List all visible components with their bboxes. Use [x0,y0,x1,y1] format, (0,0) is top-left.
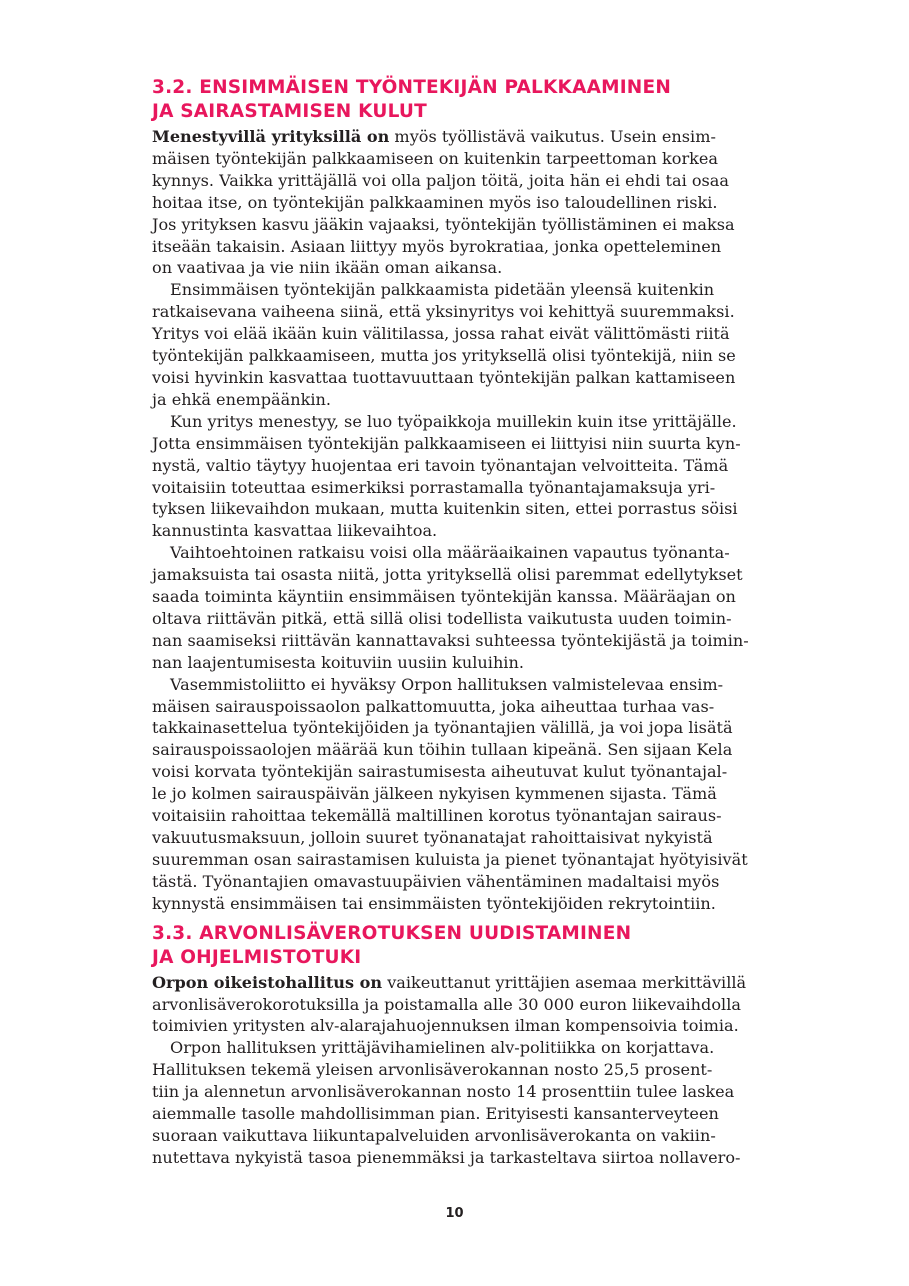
heading-line: JA SAIRASTAMISEN KULUT [152,101,427,122]
text-line: Vasemmistoliitto ei hyväksy Orpon hallituksen valmistelevaa ensim- [170,674,724,694]
lead-in-bold: Orpon oikeistohallitus on [152,972,383,992]
text-column [152,76,764,1169]
paragraph [152,972,764,1038]
text-line: Orpon hallituksen yrittäjävihamielinen alv-politiikka on korjattava. [170,1038,715,1058]
text-line: voisi korvata työntekijän sairastumisesta aiheutuvat kulut työnantajal- [152,762,728,782]
text-line: kynnystä ensimmäisen tai ensimmäisten työntekijöiden rekrytointiin. [152,893,716,913]
paragraph [152,126,764,279]
paragraph [152,674,764,915]
text-line: vakuutusmaksuun, jolloin suuret työnanatajat rahoittaisivat nykyistä [152,828,713,847]
section-heading [152,76,764,124]
text-line [152,126,764,148]
text-line: tyksen liikevaihdon mukaan, mutta kuitenkin siten, ettei porrastus söisi [152,499,738,519]
text-line: Ensimmäisen työntekijän palkkaamista pidetään yleensä kuitenkin [170,280,715,300]
text-line: takkainasettelua työntekijöiden ja työnantajien välillä, ja voi jopa lisätä [152,718,733,738]
text-line: sairauspoissaolojen määrää kun töihin tullaan kipeänä. Sen sijaan Kela [152,740,733,760]
text-line: työntekijän palkkaamiseen, mutta jos yrityksellä olisi työntekijä, niin se [152,346,736,366]
paragraph [152,411,764,542]
page-number: 10 [445,1206,464,1221]
text-line: nystä, valtio täytyy huojentaa eri tavoin työnantajan velvoitteita. Tämä [152,455,729,475]
text-line: aiemmalle tasolle mahdollisimman pian. Erityisesti kansanterveyteen [152,1104,719,1124]
text-line: nutettava nykyistä tasoa pienemmäksi ja tarkasteltava siirtoa nollavero- [152,1147,741,1167]
text-line: hoitaa itse, on työntekijän palkkaaminen myös iso taloudellinen riski. [152,192,718,212]
text-line: ja ehkä enempäänkin. [152,389,331,409]
heading-line: JA OHJELMISTOTUKI [152,946,362,968]
text-line: Jos yrityksen kasvu jääkin vajaaksi, työntekijän työllistäminen ei maksa [152,214,735,234]
paragraph [152,542,764,673]
paragraph [152,1037,764,1168]
paragraph [152,279,764,410]
text-line: Hallituksen tekemä yleisen arvonlisäverokannan nosto 25,5 prosent- [152,1060,713,1080]
text-line: le jo kolmen sairauspäivän jälkeen nykyisen kymmenen sijasta. Tämä [152,784,717,804]
text-line: tiin ja alennetun arvonlisäverokannan nosto 14 prosenttiin tulee laskea [152,1082,735,1102]
text-line: tästä. Työnantajien omavastuupäivien vähentäminen madaltaisi myös [152,871,720,891]
text-line: voisi hyvinkin kasvattaa tuottavuuttaan työntekijän palkan kattamiseen [152,367,736,387]
text-line: jamaksuista tai osasta niitä, jotta yrityksellä olisi paremmat edellytykset [152,565,743,585]
text-line: Vaihtoehtoinen ratkaisu voisi olla määräaikainen vapautus työnanta- [170,543,730,563]
heading-line: 3.3. ARVONLISÄVEROTUKSEN UUDISTAMINEN [152,922,632,944]
text-line: mäisen sairauspoissaolon palkattomuutta, joka aiheuttaa turhaa vas- [152,696,715,716]
text-line: voitaisiin rahoittaa tekemällä maltillinen korotus työnantajan sairaus- [152,806,722,826]
text-line: Kun yritys menestyy, se luo työpaikkoja muillekin kuin itse yrittäjälle. [170,411,737,431]
text-line: on vaativaa ja vie niin ikään oman aikansa. [152,258,503,278]
text-line: arvonlisäverokorotuksilla ja poistamalla alle 30 000 euron liikevaihdolla [152,994,741,1014]
section-heading [152,922,764,970]
lead-in-bold: Menestyvillä yrityksillä on [152,127,390,146]
text-line: toimivien yritysten alv-alarajahuojennuksen ilman kompensoivia toimia. [152,1016,739,1036]
text-line: suoraan vaikuttava liikuntapalveluiden arvonlisäverokanta on vakiin- [152,1125,716,1145]
text-line: kannustinta kasvattaa liikevaihtoa. [152,521,438,541]
text-line: Yritys voi elää ikään kuin välitilassa, jossa rahat eivät välittömästi riitä [152,324,730,344]
heading-line: 3.2. ENSIMMÄISEN TYÖNTEKIJÄN PALKKAAMINEN [152,77,672,98]
text-line: saada toiminta käyntiin ensimmäisen työntekijän kanssa. Määräajan on [152,587,736,607]
text-run: myös työllistävä vaikutus. Usein ensim- [389,127,716,146]
text-line: suuremman osan sairastamisen kuluista ja pienet työnantajat hyötyisivät [152,849,748,869]
text-line: Jotta ensimmäisen työntekijän palkkaamiseen ei liittyisi niin suurta kyn- [152,433,741,453]
text-line [152,972,764,994]
text-line: mäisen työntekijän palkkaamiseen on kuitenkin tarpeettoman korkea [152,148,719,168]
text-line: itseään takaisin. Asiaan liittyy myös byrokratiaa, jonka opetteleminen [152,236,722,256]
text-line: oltava riittävän pitkä, että sillä olisi todellista vaikutusta uuden toimin- [152,608,732,628]
text-run: vaikeuttanut yrittäjien asemaa merkittävillä [382,972,747,992]
text-line: voitaisiin toteuttaa esimerkiksi porrastamalla työnantajamaksuja yri- [152,477,716,497]
text-line: nan laajentumisesta koituviin uusiin kuluihin. [152,652,524,672]
text-line: nan saamiseksi riittävän kannattavaksi suhteessa työntekijästä ja toimin- [152,630,749,650]
text-line: ratkaisevana vaiheena siinä, että yksinyritys voi kehittyä suuremmaksi. [152,302,735,322]
text-line: kynnys. Vaikka yrittäjällä voi olla paljon töitä, joita hän ei ehdi tai osaa [152,170,730,190]
